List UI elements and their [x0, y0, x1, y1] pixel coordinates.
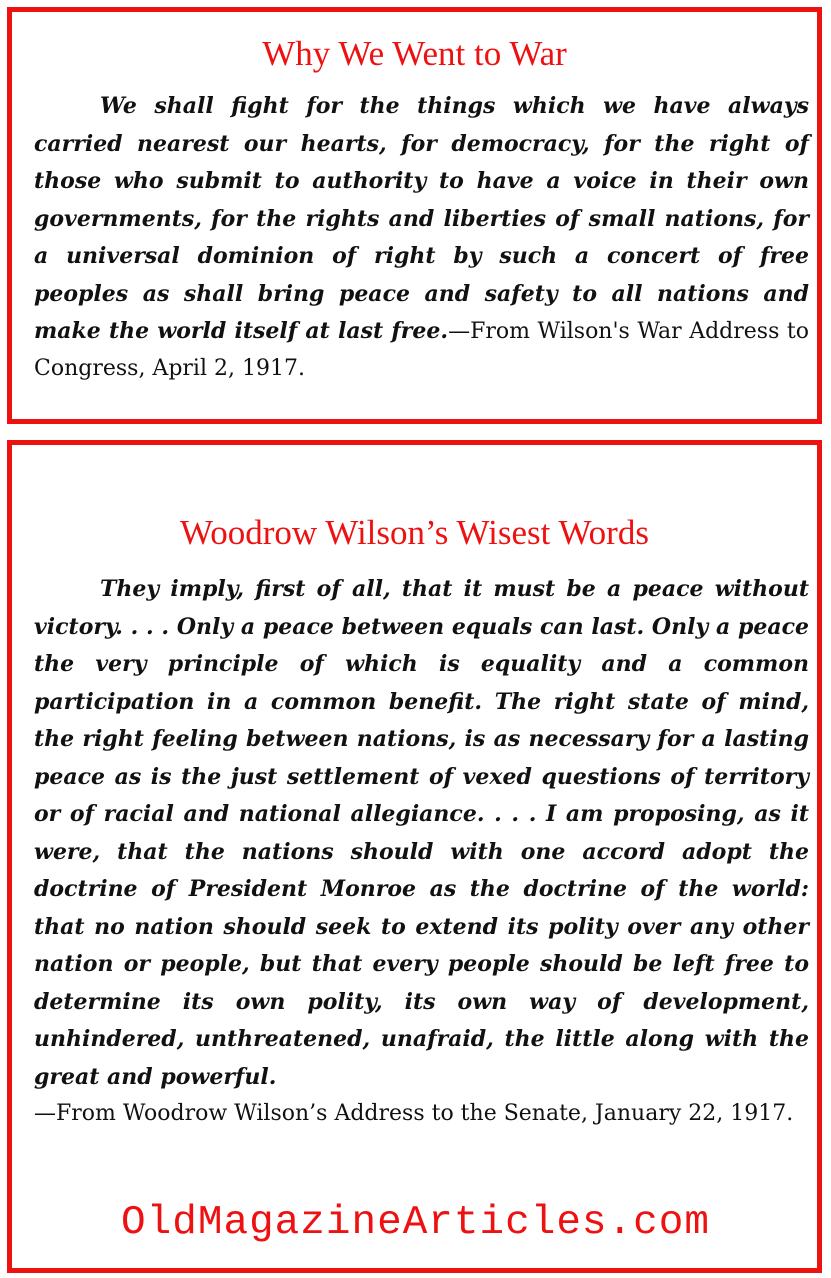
quote-text: We shall fight for the things which we have always carried nearest our hearts, for democracy, for the right of those who submit to authority to have a voice in their own governments, for the rights and liberties of small nations, for a universal dominion of right by such a concert of free peoples as shall bring peace and safety to all nations and make the world itself at last free.	[34, 93, 809, 344]
article-title: Why We Went to War	[262, 34, 567, 73]
quote-text: They imply, first of all, that it must be a peace without victory. . . . Only a peace between equals can last. Only a peace the very principle of which is equality and a common participation in a common benefit. The right state of mind, the right feeling between nations, is as necessary for a lasting peace as is the just settlement of vexed questions of territory or of racial and national allegiance. . . . I am proposing, as it were, that the nations should with one accord adopt the doctrine of President Monroe as the doctrine of the world: that no nation should seek to extend its polity over any other nation or people, but that every people should be left free to determine its own polity, its own way of development, unhindered, unthreatened, unafraid, the little along with the great and powerful.	[34, 576, 809, 1090]
article-box-senate-address	[7, 440, 822, 1273]
quote-source: —From Wilson's War Address to Congress, April 2, 1917.	[34, 319, 809, 381]
article-title: Woodrow Wilson’s Wisest Words	[180, 513, 649, 552]
article-quote	[34, 571, 809, 1133]
quote-source: —From Woodrow Wilson’s Address to the Senate, January 22, 1917.	[34, 1101, 794, 1126]
site-watermark: OldMagazineArticles.com	[121, 1200, 710, 1246]
article-box-war-address	[7, 7, 822, 424]
article-quote	[34, 88, 809, 387]
